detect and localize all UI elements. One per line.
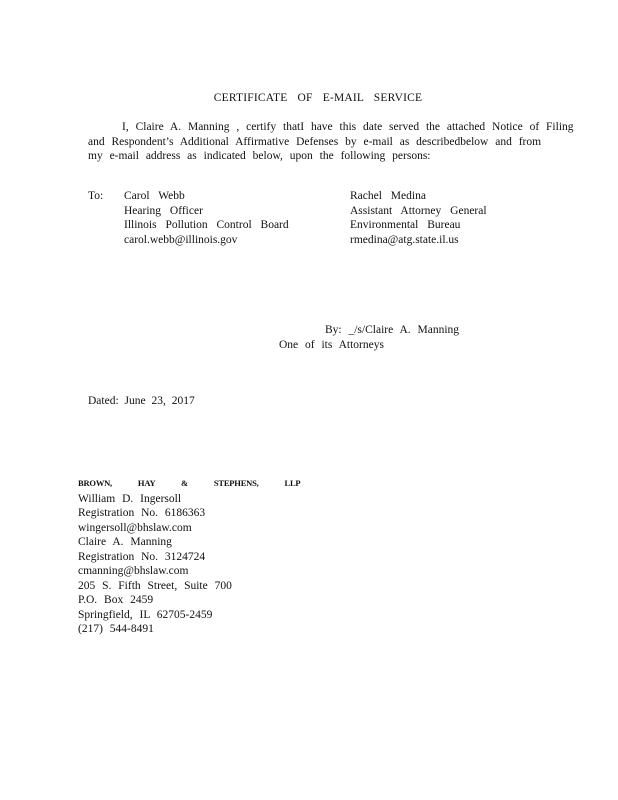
- firm-name: BROWN, HAY & STEPHENS, LLP: [78, 478, 301, 488]
- recipient-org: Illinois Pollution Control Board: [124, 219, 289, 231]
- firm-line: wingersoll@bhslaw.com: [78, 521, 192, 534]
- signature-role: One of its Attorneys: [279, 338, 384, 351]
- recipient-rachel-medina: [350, 189, 487, 247]
- firm-line: 205 S. Fifth Street, Suite 700: [78, 579, 232, 592]
- recipient-name: Rachel Medina: [350, 190, 426, 202]
- recipient-title: Hearing Officer: [124, 204, 203, 217]
- recipient-email: carol.webb@illinois.gov: [124, 233, 238, 246]
- signature-by: By: _/s/Claire A. Manning: [325, 324, 460, 336]
- firm-line: (217) 544-8491: [78, 623, 154, 635]
- recipient-carol-webb: [124, 189, 289, 247]
- signature-block: [279, 323, 459, 352]
- body-line-2: and Respondent’s Additional Affirmative Defenses by e-mail as describedbelow and from: [88, 135, 542, 148]
- firm-line: Registration No. 3124724: [78, 550, 206, 563]
- body-line-1: I, Claire A. Manning , certify thatI have this date served the attached Notice of Filing: [122, 121, 574, 133]
- document-title: CERTIFICATE OF E-MAIL SERVICE: [213, 92, 423, 104]
- recipient-name: Carol Webb: [124, 190, 185, 202]
- recipient-title: Assistant Attorney General: [350, 204, 487, 217]
- firm-line: Claire A. Manning: [78, 536, 172, 548]
- firm-line: Registration No. 6186363: [78, 507, 206, 519]
- firm-line: P.O. Box 2459: [78, 594, 154, 606]
- date-line: Dated: June 23, 2017: [88, 395, 195, 407]
- firm-line: cmanning@bhslaw.com: [78, 565, 189, 577]
- recipient-org: Environmental Bureau: [350, 219, 461, 231]
- firm-block: [78, 476, 300, 637]
- certificate-body: [88, 120, 574, 164]
- to-label: To:: [88, 190, 104, 202]
- firm-line: Springfield, IL 62705-2459: [78, 608, 213, 621]
- firm-line: William D. Ingersoll: [78, 492, 182, 505]
- body-line-3: my e-mail address as indicated below, upon the following persons:: [88, 150, 431, 162]
- recipient-email: rmedina@atg.state.il.us: [350, 233, 459, 246]
